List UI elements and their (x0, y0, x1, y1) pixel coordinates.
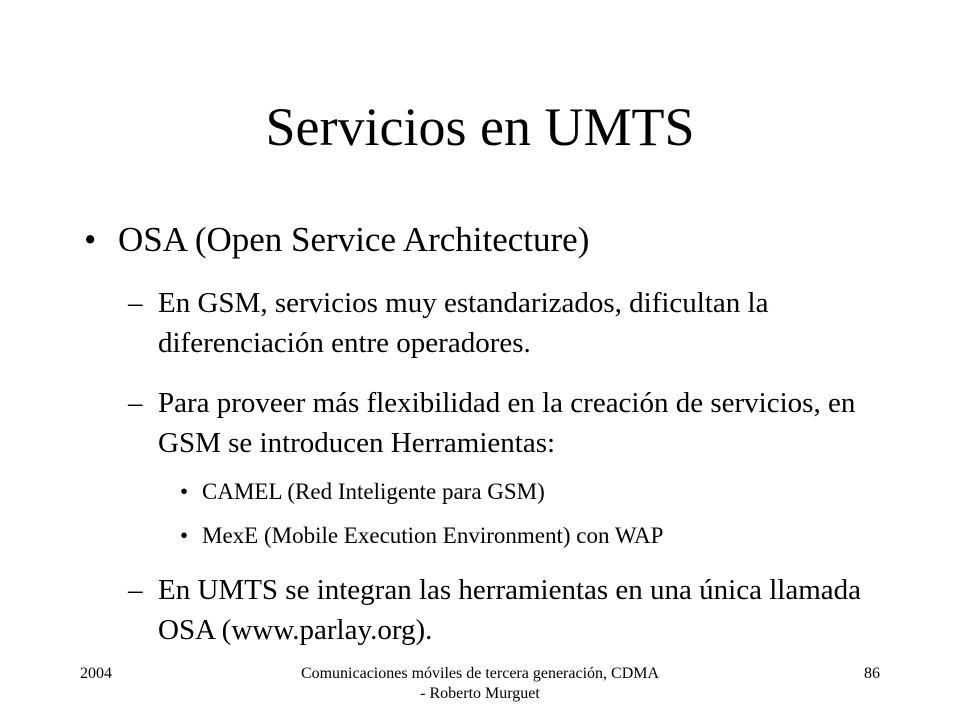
tool-item-camel (180, 476, 545, 508)
footer-year: 2004 (80, 665, 112, 682)
sub-bullet-text: En UMTS se integran las herramientas en una única llamada OSA (www.parlay.org). (158, 574, 862, 646)
footer-page-number: 86 (864, 665, 880, 682)
tool-item-text: CAMEL (Red Inteligente para GSM) (202, 479, 545, 504)
sub-bullet-text: En GSM, servicios muy estandarizados, dificultan la diferenciación entre operadores. (158, 287, 769, 359)
slide-title: Servicios en UMTS (265, 97, 695, 157)
dash-bullet-icon: – (128, 574, 143, 606)
tool-item-mexe (180, 520, 663, 552)
sub-bullet-umts-osa (128, 570, 878, 650)
dash-bullet-icon: – (128, 387, 143, 419)
dash-bullet-icon: – (128, 287, 143, 319)
sub-bullet-gsm-standardized (128, 283, 878, 363)
sub-bullet-text: Para proveer más flexibilidad en la creación de servicios, en GSM se introducen Herramientas: (158, 387, 856, 459)
bullet-dot-icon: • (84, 220, 97, 259)
bullet-dot-icon: • (180, 523, 189, 548)
main-bullet-text: OSA (Open Service Architecture) (118, 220, 590, 259)
sub-bullet-gsm-tools (128, 383, 878, 463)
bullet-dot-icon: • (180, 479, 189, 504)
footer-course-title: Comunicaciones móviles de tercera generación, CDMA - Roberto Murguet (300, 665, 660, 702)
main-bullet (84, 214, 589, 266)
tool-item-text: MexE (Mobile Execution Environment) con WAP (202, 523, 664, 548)
